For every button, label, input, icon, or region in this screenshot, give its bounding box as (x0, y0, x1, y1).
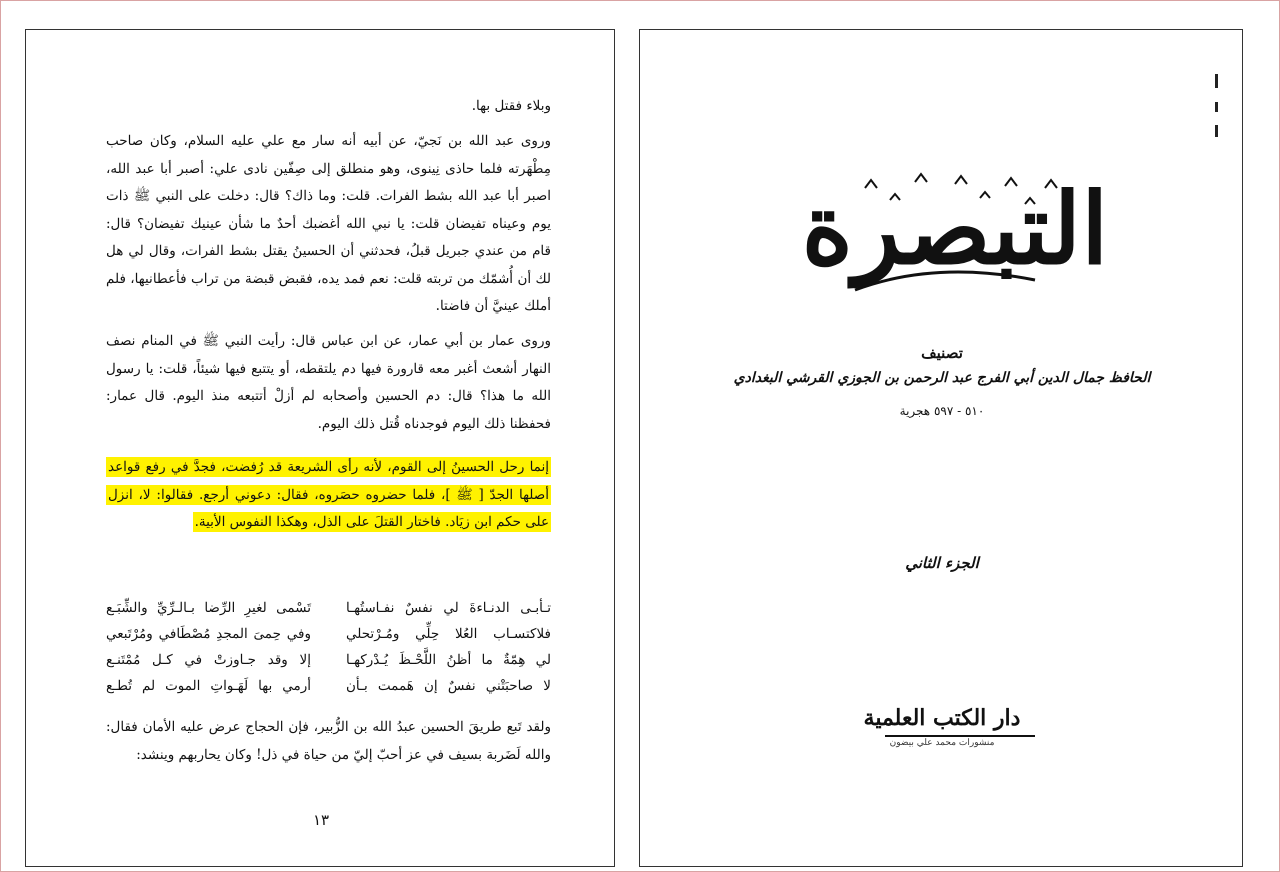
verse-first-hemistich: تـأبـى الدنـاءةَ لي نفسٌ نفـاستُهـا (346, 600, 551, 616)
verse-second-hemistich: إلا وقد جـاوزتْ في كـل مُمْتَنـع (106, 652, 311, 668)
paragraph-ibn-zubayr: ولقد تَبع طريقَ الحسين عبدُ الله بن الزُّبير، فإن الحجاج عرض عليه الأمان فقال: والله لَضَربة بسيف في عز أحبّ إليّ من حياة في ذل! وكان يحاربهم وينشد: (106, 719, 551, 763)
highlight-span: إنما رحل الحسينُ إلى القوم، لأنه رأى الشريعة قد رُفضت، فجدَّ في رفع قواعد أصلها الجدّ [ ﷺ ]، فلما حضروه حصَروه، فقال: دعوني أرجع. فقالوا: لا، انزل على حكم ابن زيَاد. فاختار القتلَ على الذل، وهكذا النفوس الأبية. (108, 459, 549, 530)
verse-first-hemistich: فلاكتسـاب العُلا حِلِّي ومُـرْتحلي (346, 626, 551, 642)
verse-first-hemistich: لي هِمّةٌ ما أظنُ اللَّحْـظَ يُـدْركهـا (346, 652, 551, 668)
scan-mark (1215, 102, 1218, 112)
poem-verse (106, 621, 551, 647)
publisher-underline (885, 735, 1035, 737)
volume-label: الجزء الثاني (905, 554, 979, 572)
compiled-by-label: تصنيف (921, 344, 963, 362)
left-page (25, 29, 615, 867)
book-title: التبصرة (801, 172, 1109, 287)
author-name: الحافظ جمال الدين أبي الفرج عبد الرحمن بن الجوزي القرشي البغدادي (733, 370, 1151, 386)
scan-mark (1215, 74, 1218, 88)
poem-verse (106, 595, 551, 621)
highlighted-passage (106, 454, 551, 537)
poem-block (106, 595, 551, 699)
paragraph-ammar: وروى عمار بن أبي عمار، عن ابن عباس قال: رأيت النبي ﷺ في المنام نصف النهار أشعث أغبر معه قارورة فيها دم يلتقطه، أو يتتبع فيها شيئاً، قلت: يا رسول الله ما هذا؟ قال: دم الحسين وأصحابه لم أزلْ أتتبعه منذ اليوم. قال عمار: فحفظنا ذلك اليوم فوجدناه قُتل ذلك اليوم. (106, 333, 551, 432)
author-dates: ٥١٠ - ٥٩٧ هجرية (899, 404, 985, 418)
verse-second-hemistich: أرمي بها لَهَـواتِ الموت لم تُطـع (106, 678, 311, 694)
poem-verse (106, 647, 551, 673)
poem-verse (106, 673, 551, 699)
verse-second-hemistich: تَسْمى لغيرِ الرِّضا بـالـرِّيِّ والشِّبَـع (106, 600, 311, 616)
paragraph-abdullah-najiy: وروى عبد الله بن نَجيّ، عن أبيه أنه سار مع علي عليه السلام، وكان صاحب مِطْهَرته فلما حاذى نِينوى، وهو منطلق إلى صِفّين نادى علي: أصبر أبا عبد الله، اصبر أبا عبد الله بشط الفرات. قلت: وما ذاك؟ قال: دخلت على النبي ﷺ ذات يوم وعيناه تفيضان قلت: يا نبي الله أغضبك أحدٌ ما شأن عينيك تفيضان؟ قال: قام من عندي جبريل قبلُ، فحدثني أن الحسينُ يقتل بشط الفرات، وقال لي هل لك أن أُشمّك من تربته قلت: نعم فمد يده، فقبض قبضة من تراب فأعطانيها، فلم أملك عينيَّ أن فاضتا. (106, 133, 551, 314)
page-number: ١٣ (312, 811, 330, 829)
verse-second-hemistich: وفي حِمىَ المجدِ مُصْطَافي ومُرْتَبعي (106, 626, 311, 642)
paragraph-intro: وبلاء فقتل بها. (471, 98, 551, 114)
publisher-subtitle: منشورات محمد علي بيضون (889, 738, 995, 748)
publisher-logo: دار الكتب العلمية (863, 705, 1021, 731)
verse-first-hemistich: لا صاحبَتْني نفسٌ إن هَممت بـأن (346, 678, 551, 694)
scan-mark (1215, 125, 1218, 137)
right-page (639, 29, 1243, 867)
